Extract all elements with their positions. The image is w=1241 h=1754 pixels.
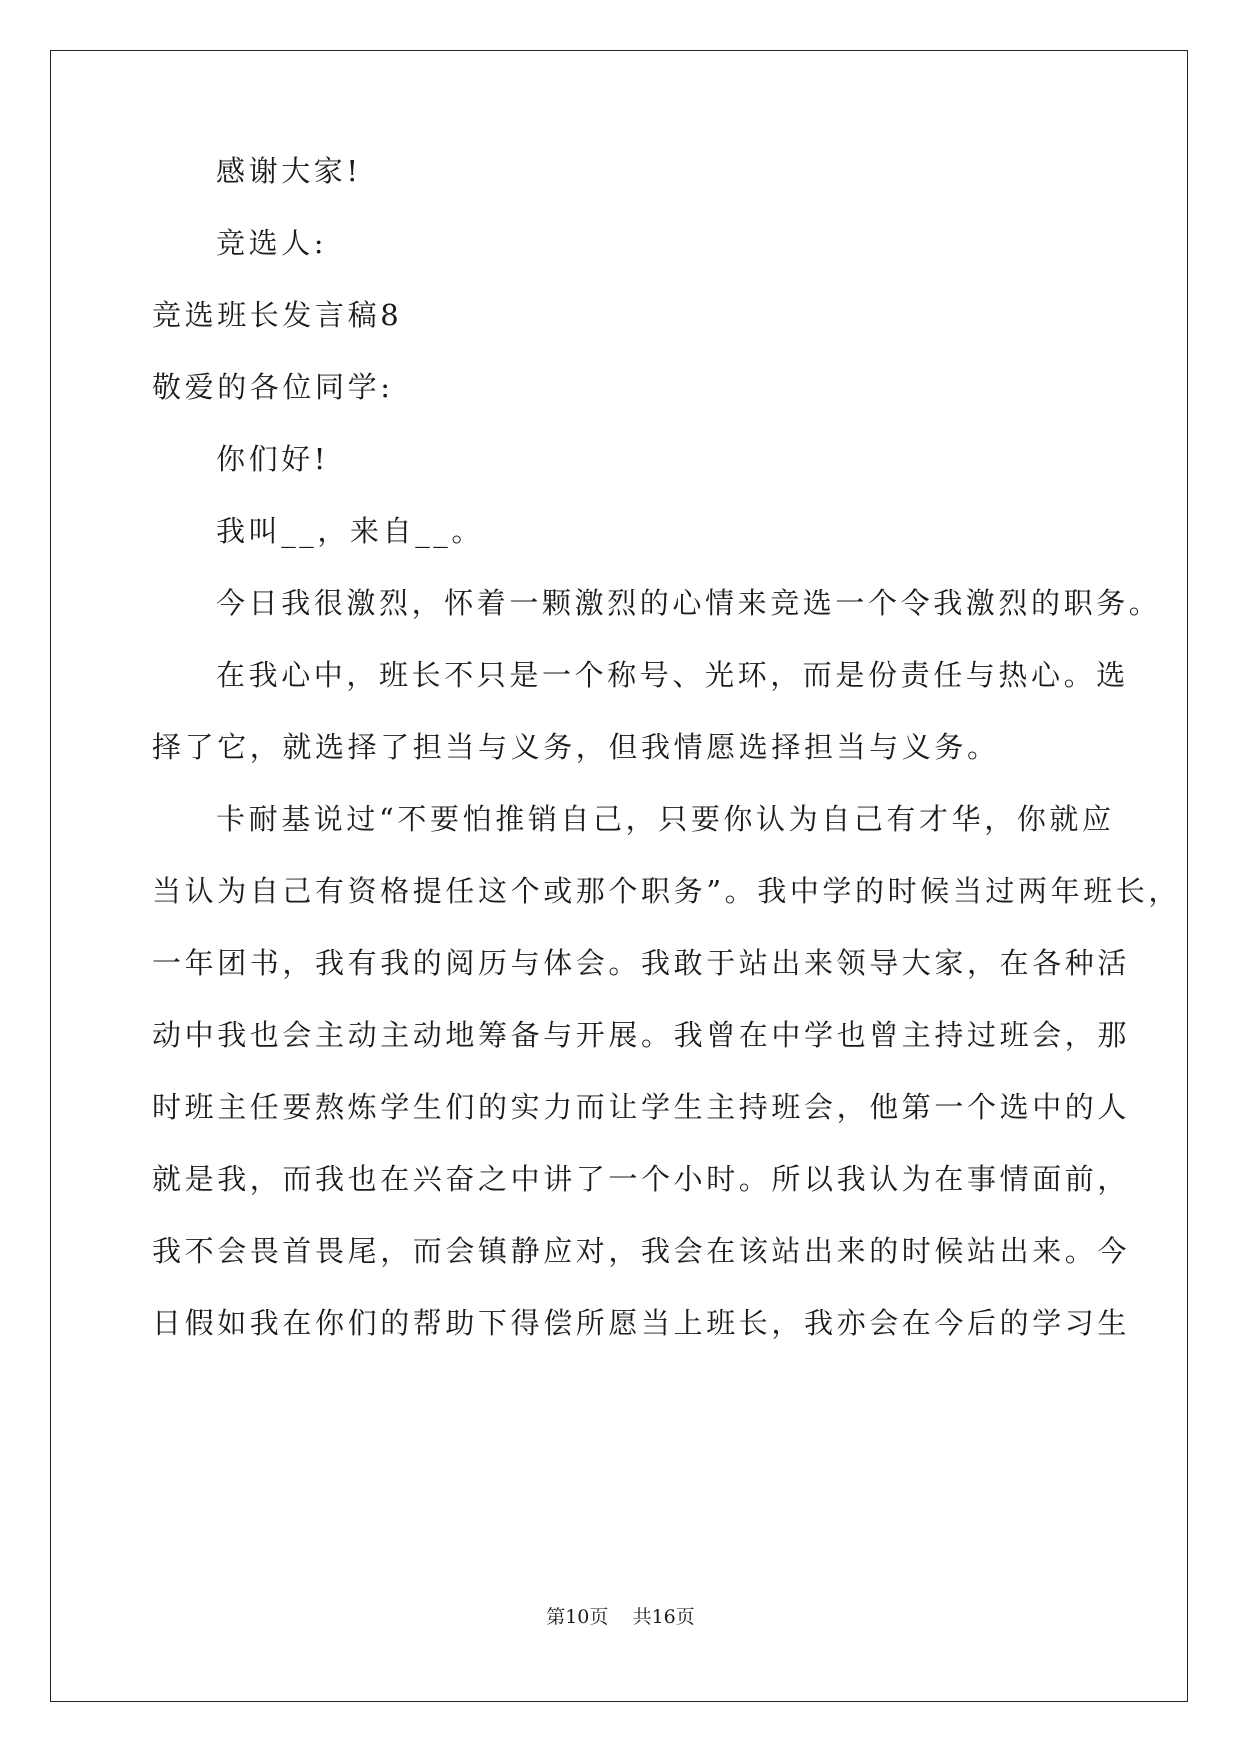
page-number: 第10页 (546, 1606, 609, 1628)
paragraph-line: 卡耐基说过“不要怕推销自己，只要你认为自己有才华，你就应 (216, 802, 1115, 836)
paragraph-line: 感谢大家! (216, 154, 362, 188)
paragraph-line: 在我心中，班长不只是一个称号、光环，而是份责任与热心。选 (216, 658, 1129, 692)
page-total: 共16页 (632, 1606, 695, 1628)
salutation: 敬爱的各位同学: (152, 370, 394, 404)
paragraph-line: 当认为自己有资格提任这个或那个职务”。我中学的时候当过两年班长， (152, 874, 1182, 908)
paragraph-line: 日假如我在你们的帮助下得偿所愿当上班长，我亦会在今后的学习生 (152, 1306, 1131, 1340)
paragraph-line: 一年团书，我有我的阅历与体会。我敢于站出来领导大家，在各种活 (152, 946, 1131, 980)
paragraph-line: 竞选人: (216, 226, 328, 260)
page-footer (0, 1605, 1241, 1629)
paragraph-line: 今日我很激烈，怀着一颗激烈的心情来竞选一个令我激烈的职务。 (216, 586, 1162, 620)
paragraph-line: 动中我也会主动主动地筹备与开展。我曾在中学也曾主持过班会，那 (152, 1018, 1131, 1052)
paragraph-line: 我叫__，来自__。 (216, 514, 485, 548)
paragraph-line: 就是我，而我也在兴奋之中讲了一个小时。所以我认为在事情面前， (152, 1162, 1131, 1196)
section-title: 竞选班长发言稿8 (152, 298, 403, 332)
paragraph-line: 择了它，就选择了担当与义务，但我情愿选择担当与义务。 (152, 730, 1000, 764)
paragraph-line: 我不会畏首畏尾，而会镇静应对，我会在该站出来的时候站出来。今 (152, 1234, 1131, 1268)
paragraph-line: 时班主任要熬炼学生们的实力而让学生主持班会，他第一个选中的人 (152, 1090, 1131, 1124)
paragraph-line: 你们好! (216, 442, 330, 476)
